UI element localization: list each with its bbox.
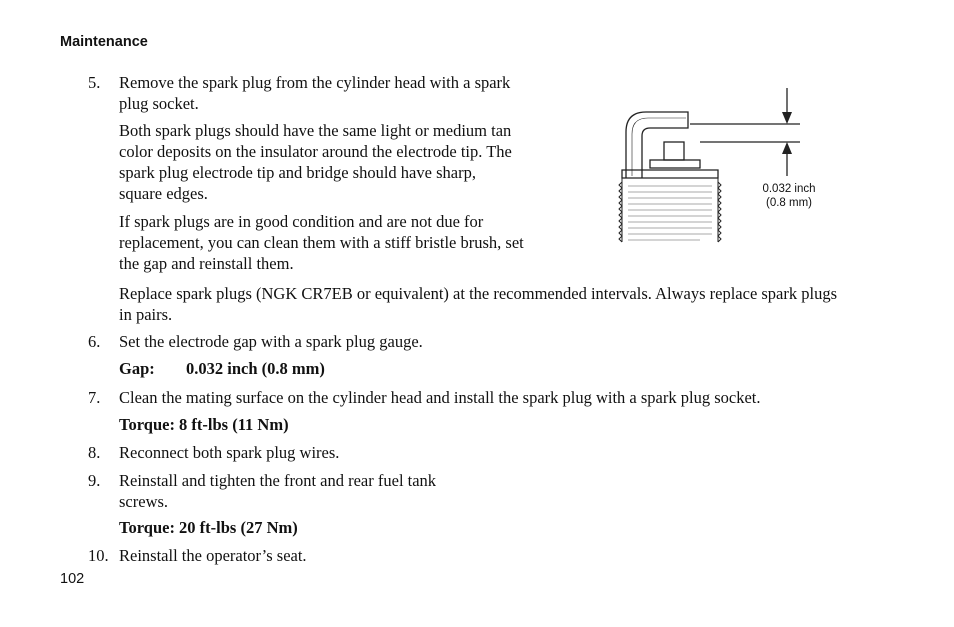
step-7-number: 7. bbox=[88, 388, 101, 407]
thread-section bbox=[619, 178, 721, 242]
step-5-cleaning-note: If spark plugs are in good condition and are not due for replacement, you can clean them with a stiff bristle brush, set the gap and reinstall them. bbox=[119, 212, 524, 273]
gap-arrow-down-icon bbox=[782, 112, 792, 124]
gap-label-mm: (0.8 mm) bbox=[766, 197, 812, 209]
step-7-torque-spec: Torque: 8 ft-lbs (11 Nm) bbox=[119, 415, 289, 434]
step-6-number: 6. bbox=[88, 332, 101, 351]
step-8-instruction: Reconnect both spark plug wires. bbox=[119, 443, 340, 462]
step-10-number: 10. bbox=[88, 546, 109, 565]
page-number: 102 bbox=[60, 571, 85, 587]
step-5-number: 5. bbox=[88, 73, 101, 92]
plug-body bbox=[622, 170, 718, 178]
gap-arrow-up-icon bbox=[782, 142, 792, 154]
step-9-instruction: Reinstall and tighten the front and rear fuel tank screws. bbox=[119, 471, 437, 511]
step-8-number: 8. bbox=[88, 443, 101, 462]
step-5-instruction: Remove the spark plug from the cylinder head with a spark plug socket. bbox=[119, 73, 511, 113]
step-7-instruction: Clean the mating surface on the cylinder head and install the spark plug with a spark plug socket. bbox=[119, 388, 761, 407]
insulator bbox=[650, 160, 700, 168]
step-5-replacement-note: Replace spark plugs (NGK CR7EB or equivalent) at the recommended intervals. Always replace spark plugs in pairs. bbox=[119, 284, 838, 324]
step-6-instruction: Set the electrode gap with a spark plug gauge. bbox=[119, 332, 423, 351]
gap-label-inch: 0.032 inch bbox=[762, 183, 816, 195]
step-9-number: 9. bbox=[88, 471, 101, 490]
gap-spec-value: 0.032 inch (0.8 mm) bbox=[186, 359, 325, 378]
step-5-deposits-note: Both spark plugs should have the same light or medium tan color deposits on the insulator around the electrode tip. The spark plug electrode tip and bridge should have sharp, square edges. bbox=[119, 121, 512, 203]
section-title: Maintenance bbox=[60, 34, 148, 50]
center-electrode bbox=[664, 142, 684, 160]
step-9-torque-spec: Torque: 20 ft-lbs (27 Nm) bbox=[119, 518, 298, 537]
step-10-instruction: Reinstall the operator’s seat. bbox=[119, 546, 307, 565]
gap-spec-label: Gap: bbox=[119, 359, 155, 378]
